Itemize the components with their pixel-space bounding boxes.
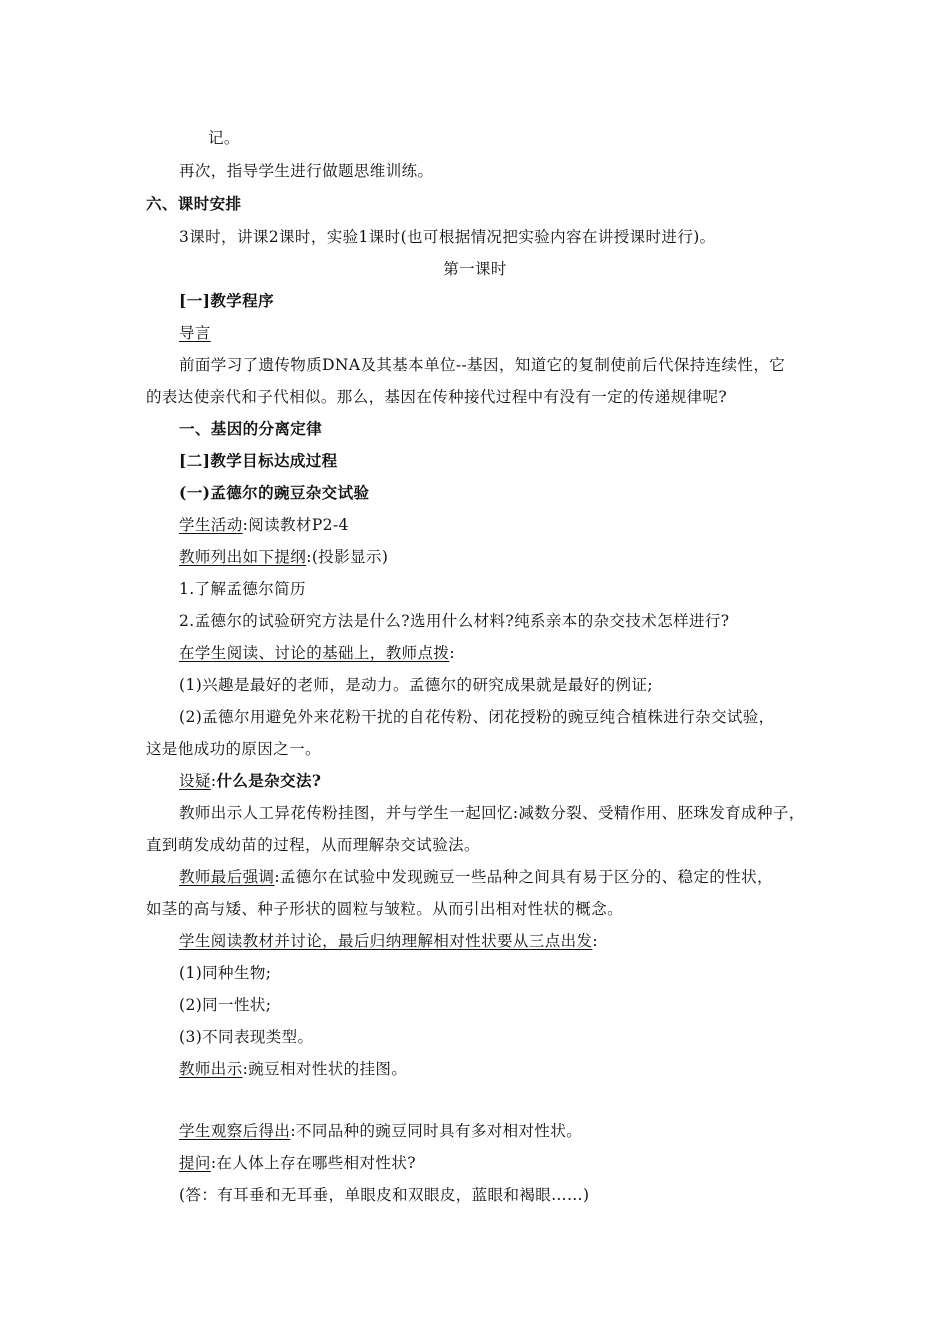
- text-line: 这是他成功的原因之一。: [146, 740, 321, 758]
- text-line: [179, 770, 321, 792]
- text-line: 1.了解孟德尔简历: [179, 580, 306, 598]
- text-line: 前面学习了遗传物质DNA及其基本单位--基因，知道它的复制使前后代保持连续性，它: [179, 356, 786, 374]
- text-line: [179, 514, 349, 536]
- underlined-label: 教师列出如下提纲: [179, 548, 307, 566]
- section-heading: [二]教学目标达成过程: [179, 451, 338, 470]
- text-line: (1)同种生物;: [179, 964, 272, 982]
- line-text: :豌豆相对性状的挂图。: [242, 1060, 408, 1078]
- text-line: 直到萌发成幼苗的过程，从而理解杂交试验法。: [146, 836, 480, 854]
- text-line: 2.孟德尔的试验研究方法是什么?选用什么材料?纯系亲本的杂交技术怎样进行?: [179, 612, 730, 630]
- subheading-intro: 导言: [179, 324, 211, 342]
- text-line: 再次，指导学生进行做题思维训练。: [179, 162, 434, 180]
- section-heading: 一、基因的分离定律: [179, 419, 323, 438]
- text-line: (2)孟德尔用避免外来花粉干扰的自花传粉、闭花授粉的豌豆纯合植株进行杂交试验，: [179, 708, 775, 726]
- text-line: 3课时，讲课2课时，实验1课时(也可根据情况把实验内容在讲授课时进行)。: [179, 228, 716, 246]
- lesson-title: 第一课时: [443, 260, 507, 278]
- text-line: [179, 1120, 582, 1142]
- text-line: (答：有耳垂和无耳垂，单眼皮和双眼皮，蓝眼和褐眼……): [179, 1186, 590, 1204]
- text-line: [179, 866, 773, 888]
- text-line: 如茎的高与矮、种子形状的圆粒与皱粒。从而引出相对性状的概念。: [146, 900, 624, 918]
- text-line: [179, 1152, 416, 1174]
- text-line: [179, 642, 455, 664]
- underlined-label: 教师最后强调: [179, 868, 275, 886]
- line-text: :不同品种的豌豆同时具有多对相对性状。: [290, 1122, 583, 1140]
- text-line: (1)兴趣是最好的老师，是动力。孟德尔的研究成果就是最好的例证;: [179, 676, 653, 694]
- text-line: (2)同一性状;: [179, 996, 272, 1014]
- line-text: :: [592, 932, 599, 950]
- line-text: :: [449, 644, 455, 662]
- underlined-label: 设疑: [179, 772, 211, 790]
- text-line: 的表达使亲代和子代相似。那么，基因在传种接代过程中有没有一定的传递规律呢?: [146, 388, 728, 406]
- text-line: 教师出示人工异花传粉挂图，并与学生一起回忆:减数分裂、受精作用、胚珠发育成种子，: [179, 804, 805, 822]
- underlined-label: 学生活动: [179, 516, 243, 534]
- line-text: :(投影显示): [306, 548, 389, 566]
- section-heading: [一]教学程序: [179, 291, 274, 310]
- text-line: 记。: [208, 129, 240, 147]
- line-text: :在人体上存在哪些相对性状?: [210, 1154, 416, 1172]
- underlined-label: 学生观察后得出: [179, 1122, 291, 1140]
- section-heading: (一)孟德尔的豌豆杂交试验: [179, 483, 370, 502]
- line-text: :孟德尔在试验中发现豌豆一些品种之间具有易于区分的、稳定的性状，: [274, 868, 773, 886]
- text-line: [179, 930, 598, 952]
- line-text: :: [210, 772, 217, 790]
- text-line: [179, 546, 388, 568]
- section-heading: 六、课时安排: [146, 194, 242, 213]
- underlined-label: 提问: [179, 1154, 211, 1172]
- underlined-label: 教师出示: [179, 1060, 243, 1078]
- underlined-label: 学生阅读教材并讨论，最后归纳理解相对性状要从三点出发: [179, 932, 593, 950]
- text-line: [179, 1058, 407, 1080]
- underlined-label: 在学生阅读、讨论的基础上，教师点拨: [179, 644, 450, 662]
- bold-question: 什么是杂交法?: [216, 771, 322, 790]
- text-line: (3)不同表现类型。: [179, 1028, 314, 1046]
- line-text: :阅读教材P2-4: [242, 516, 349, 534]
